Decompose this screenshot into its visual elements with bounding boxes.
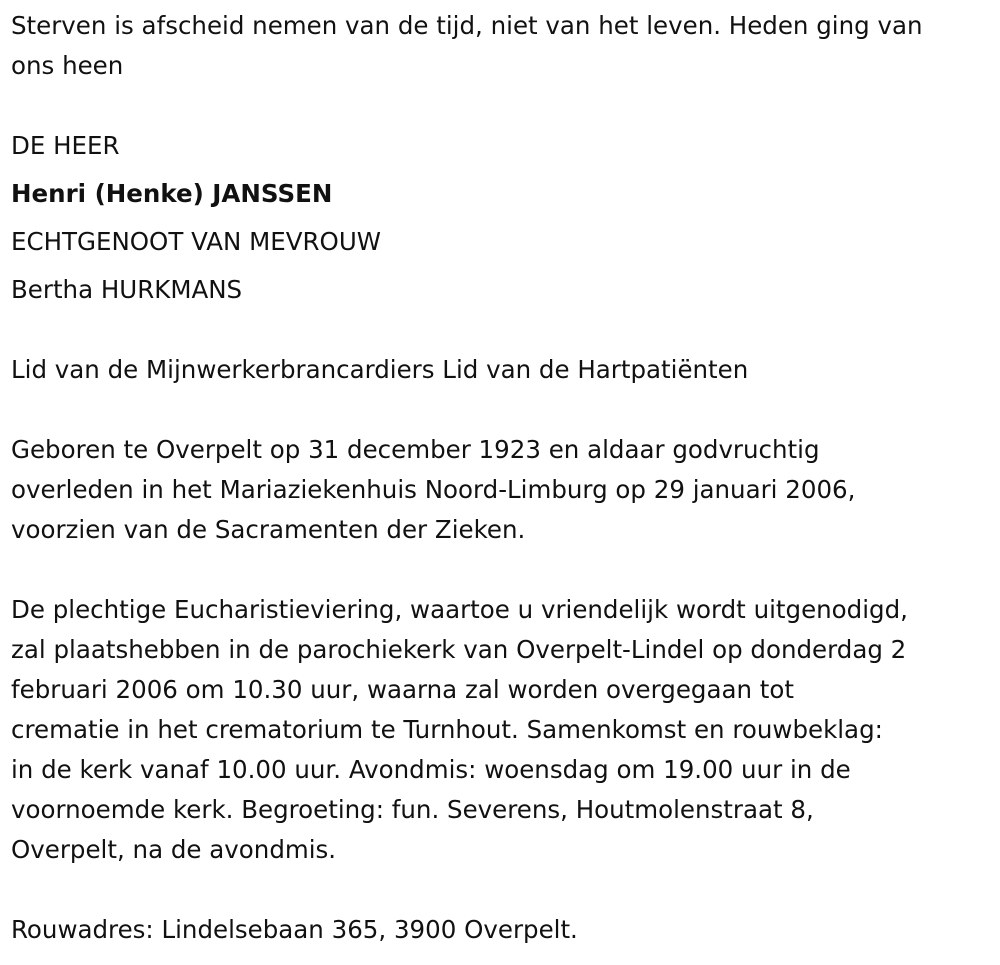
spacer [11,86,990,126]
deceased-block [11,122,990,314]
deceased-title: DE HEER [11,131,120,160]
spacer [11,310,990,350]
spacer [11,870,990,910]
birth-death-line-1: Geboren te Overpelt op 31 december 1923 en aldaar godvruchtig [11,435,820,464]
birth-death-line-3: voorzien van de Sacramenten der Zieken. [11,515,526,544]
ceremony-line-3: februari 2006 om 10.30 uur, waarna zal worden overgegaan tot [11,675,794,704]
spacer [11,550,990,590]
birth-death-line-2: overleden in het Mariaziekenhuis Noord-Limburg op 29 januari 2006, [11,475,856,504]
ceremony-line-4: crematie in het crematorium te Turnhout. Samenkomst en rouwbeklag: [11,715,883,744]
intro-line-1: Sterven is afscheid nemen van de tijd, niet van het leven. Heden ging van [11,11,923,40]
ceremony-paragraph [11,590,990,870]
birth-death-paragraph [11,430,990,550]
ceremony-line-6: voornoemde kerk. Begroeting: fun. Severens, Houtmolenstraat 8, [11,795,814,824]
mourning-address: Rouwadres: Lindelsebaan 365, 3900 Overpelt. [11,915,578,944]
ceremony-line-1: De plechtige Eucharistieviering, waartoe u vriendelijk wordt uitgenodigd, [11,595,908,624]
deceased-name: Henri (Henke) JANSSEN [11,179,333,208]
spouse-label: ECHTGENOOT VAN MEVROUW [11,227,382,256]
ceremony-line-2: zal plaatshebben in de parochiekerk van Overpelt-Lindel op donderdag 2 [11,635,907,664]
memberships-text: Lid van de Mijnwerkerbrancardiers Lid van de Hartpatiënten [11,355,749,384]
spacer [11,390,990,430]
intro-text [11,6,990,86]
ceremony-line-7: Overpelt, na de avondmis. [11,835,337,864]
spouse-name: Bertha HURKMANS [11,275,243,304]
ceremony-line-5: in de kerk vanaf 10.00 uur. Avondmis: woensdag om 19.00 uur in de [11,755,851,784]
intro-line-2: ons heen [11,51,124,80]
